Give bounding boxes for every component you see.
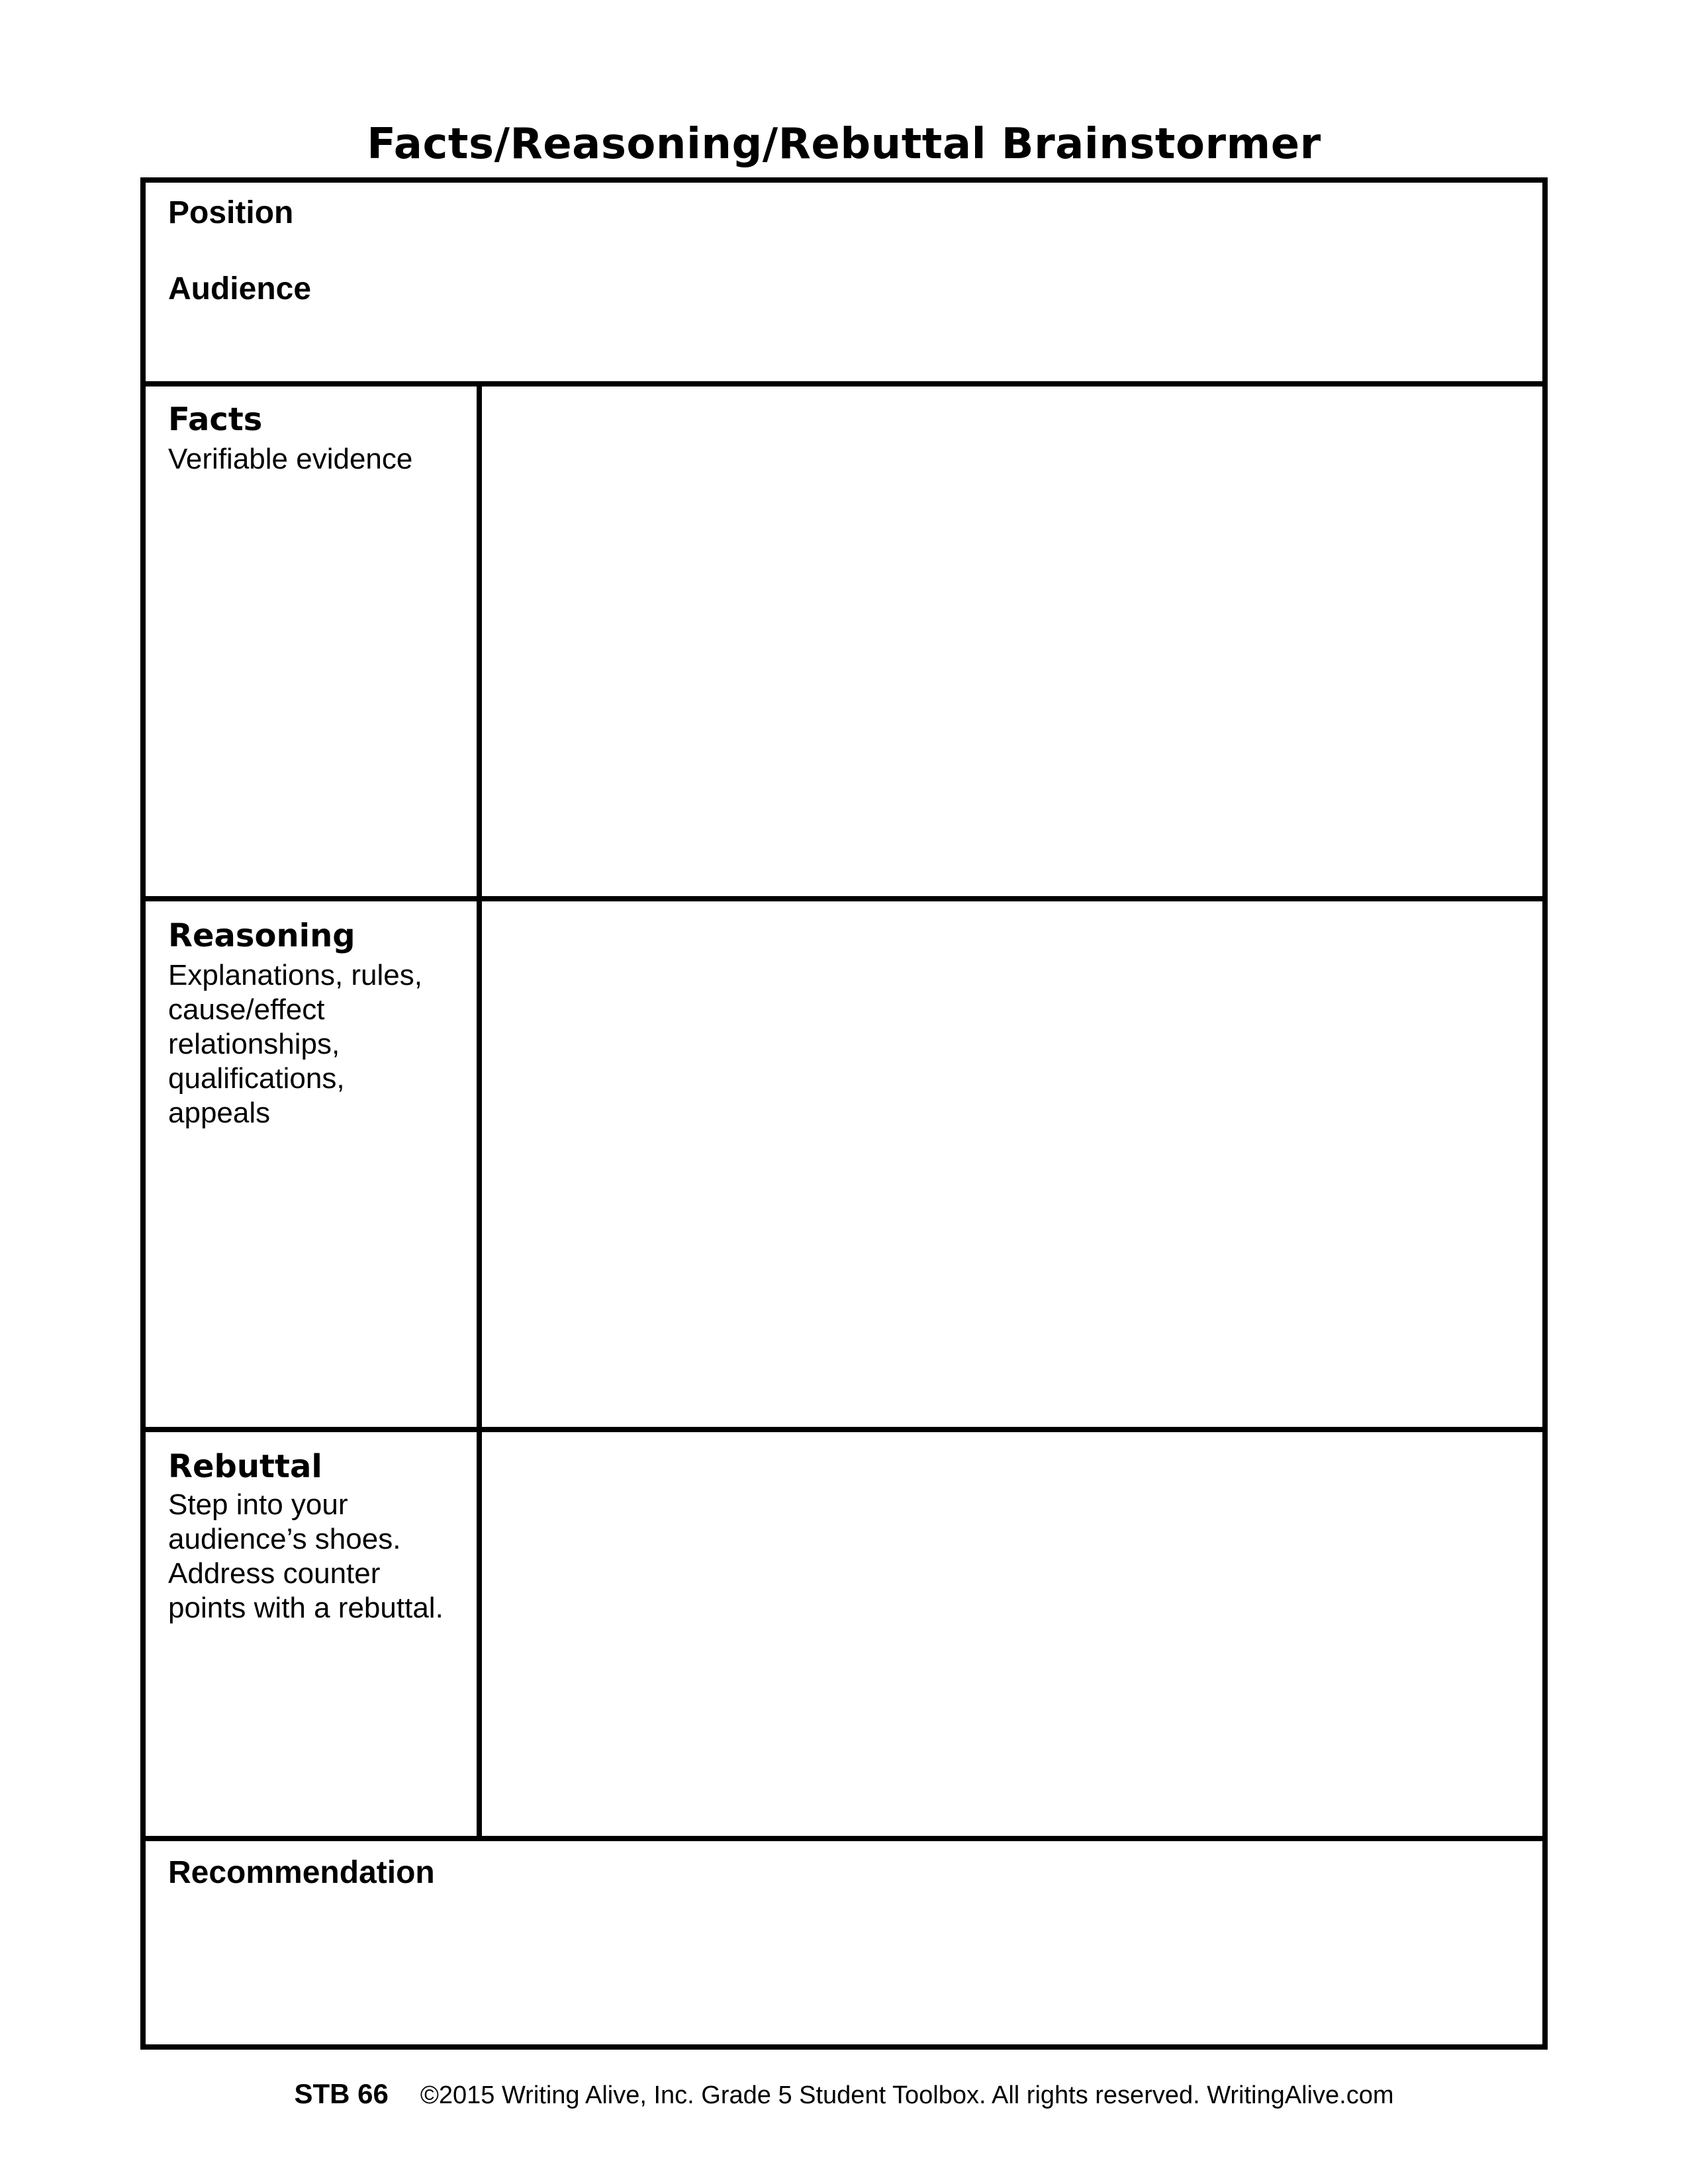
audience-writing-area[interactable] xyxy=(344,262,1536,375)
position-writing-area[interactable] xyxy=(344,189,1536,255)
position-label: Position xyxy=(168,195,294,230)
page-title: Facts/Reasoning/Rebuttal Brainstormer xyxy=(367,120,1321,169)
audience-label: Audience xyxy=(168,271,312,306)
rebuttal-divider xyxy=(146,1836,1542,1841)
rebuttal-label: Rebuttal xyxy=(168,1448,322,1485)
rebuttal-description: Step into your audience’s shoes. Address counter points with a rebuttal. xyxy=(168,1488,444,1624)
reasoning-description: Explanations, rules, cause/effect relationships, qualifications, appeals xyxy=(168,959,422,1129)
reasoning-divider xyxy=(146,1427,1542,1432)
reasoning-label: Reasoning xyxy=(168,917,355,954)
facts-writing-area[interactable] xyxy=(482,387,1542,896)
reasoning-writing-area[interactable] xyxy=(482,901,1542,1427)
recommendation-writing-area[interactable] xyxy=(152,1901,1542,2040)
column-divider xyxy=(477,381,482,1841)
brainstormer-form xyxy=(140,177,1548,2050)
header-divider xyxy=(146,381,1542,387)
facts-description: Verifiable evidence xyxy=(168,443,413,475)
footer-code: STB 66 xyxy=(294,2078,389,2109)
recommendation-label: Recommendation xyxy=(168,1855,435,1890)
footer-copyright: ©2015 Writing Alive, Inc. Grade 5 Student Toolbox. All rights reserved. WritingAlive.com xyxy=(420,2081,1394,2109)
facts-divider xyxy=(146,896,1542,901)
rebuttal-writing-area[interactable] xyxy=(482,1432,1542,1836)
page-footer xyxy=(0,2078,1688,2111)
facts-label: Facts xyxy=(168,401,263,438)
